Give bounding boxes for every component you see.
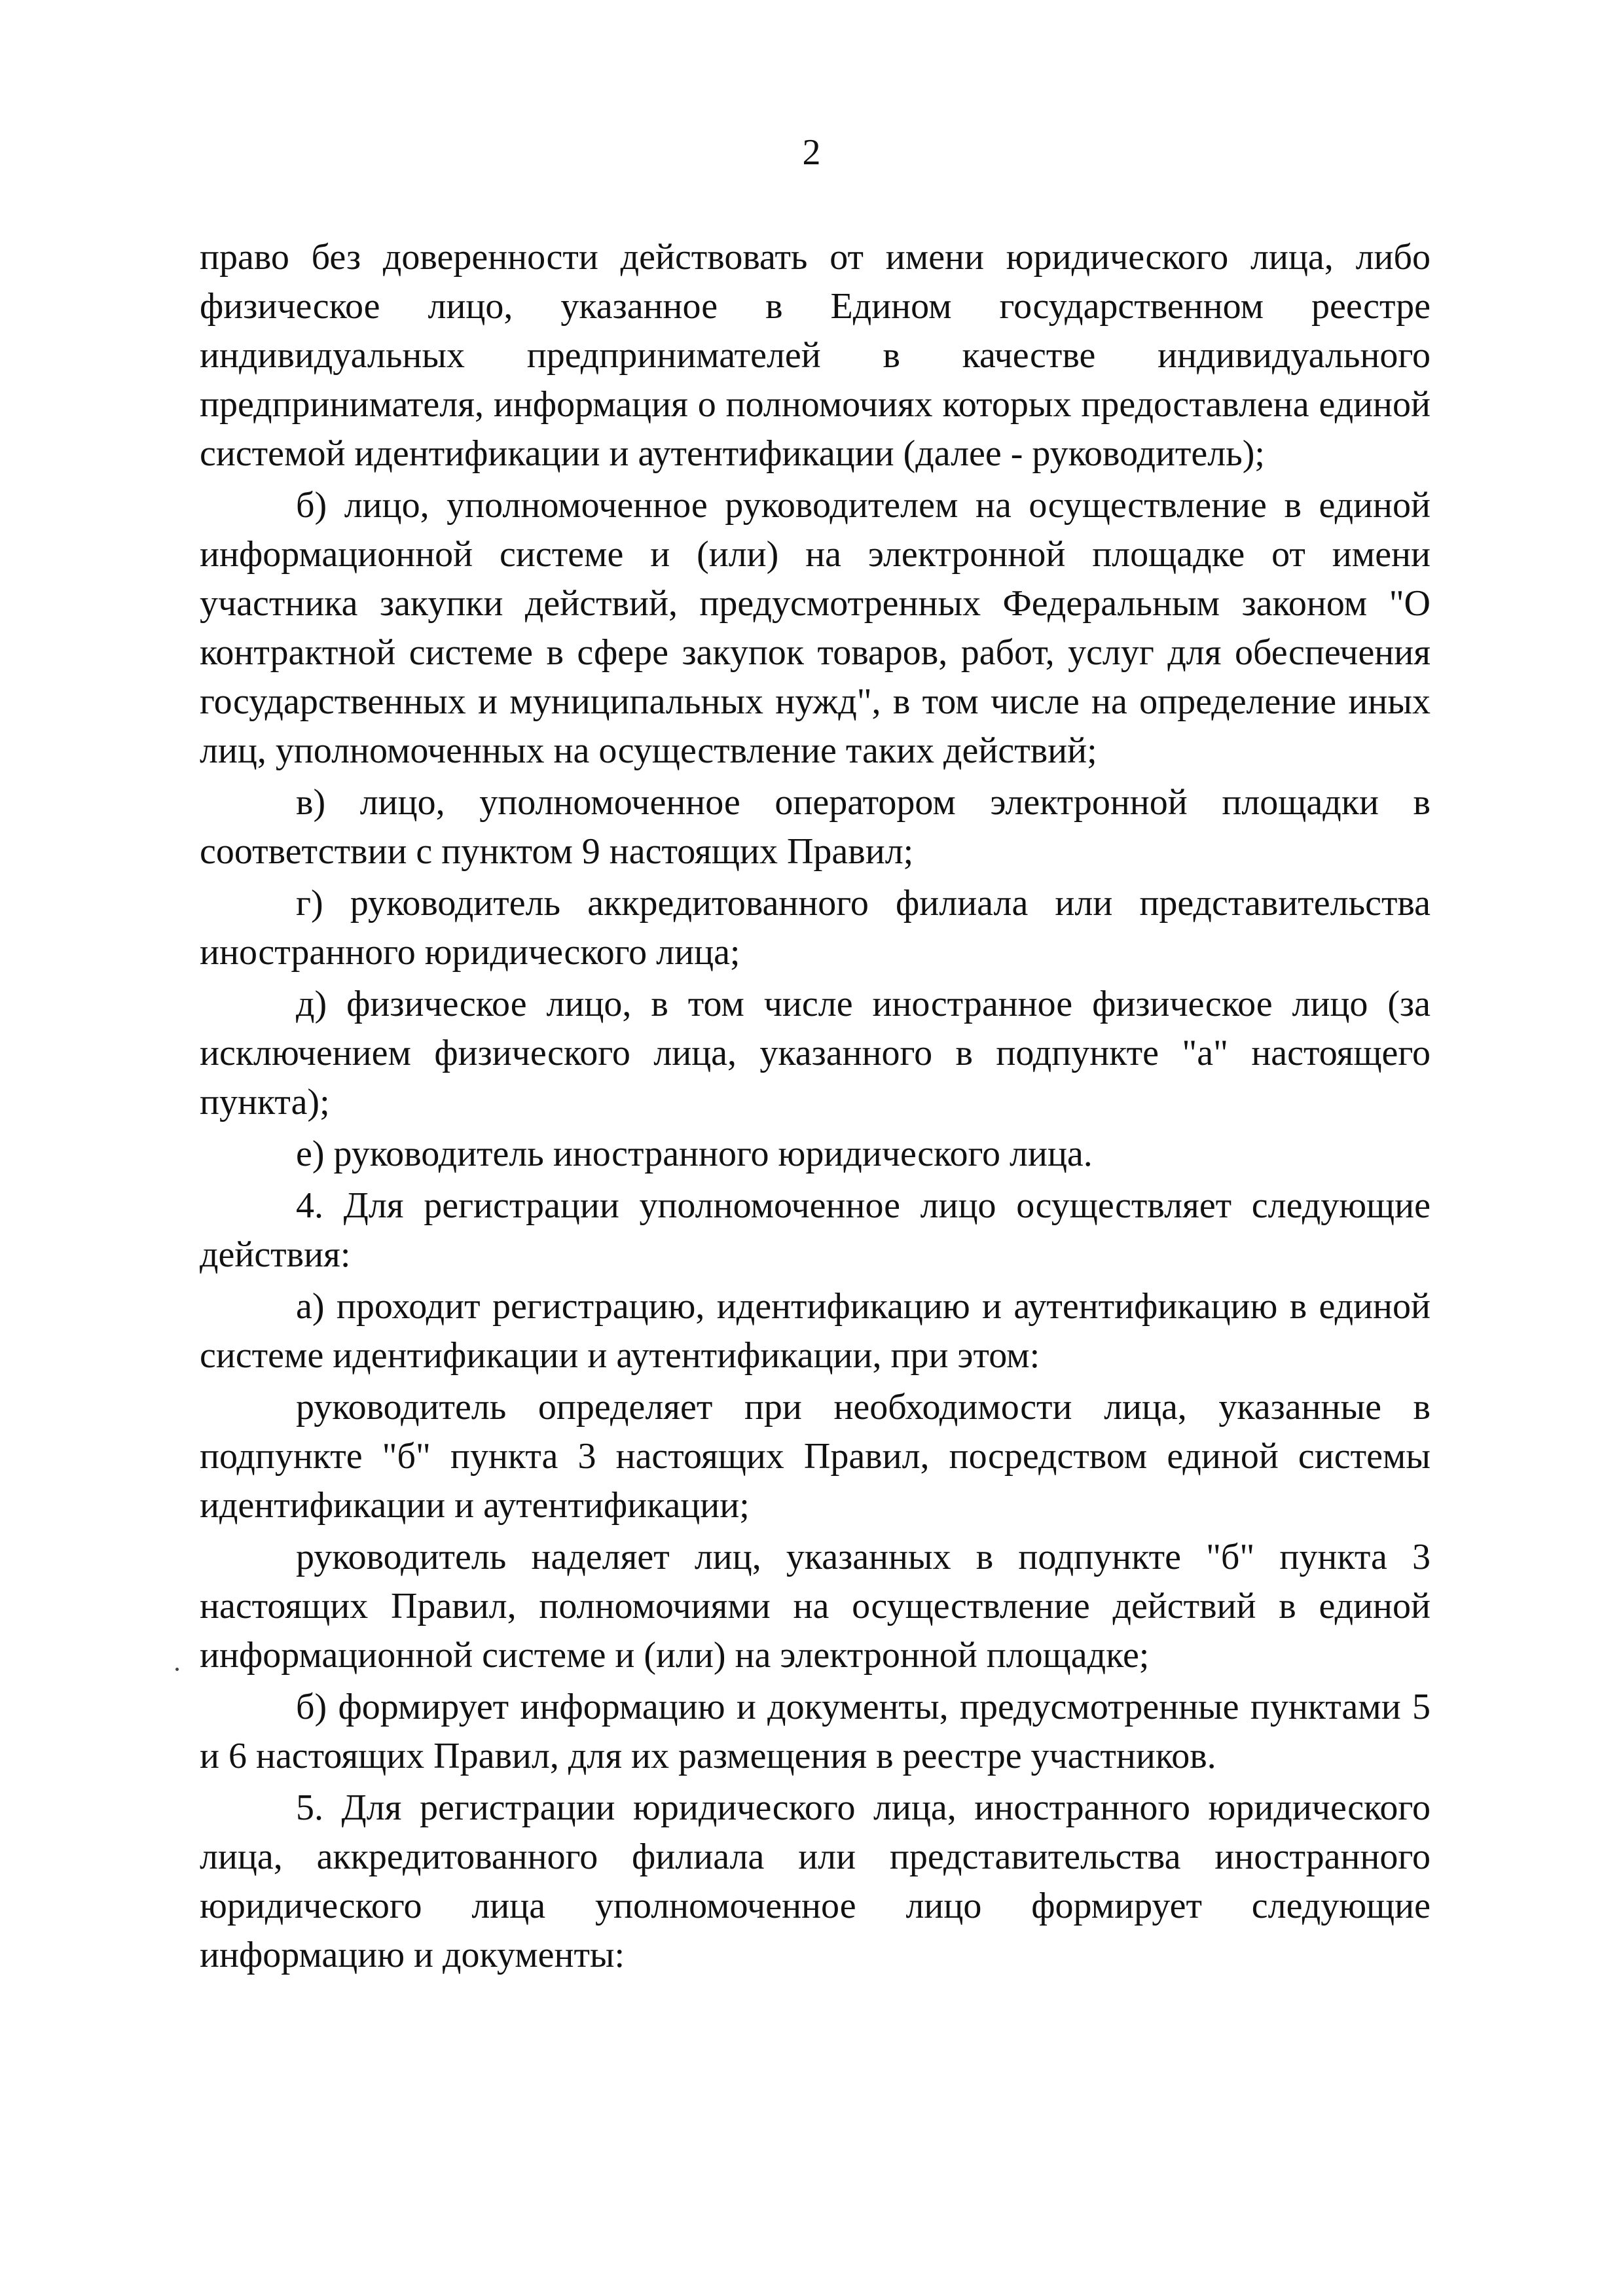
page-number: 2 [802,132,821,173]
paragraph-item-d: д) физическое лицо, в том числе иностранное физическое лицо (за исключением физического лица, указанного в подпункте "а" настоящего пункта); [200,984,1431,1122]
paragraph-item-v: в) лицо, уполномоченное оператором электронной площадки в соответствии с пунктом 9 настоящих Правил; [200,782,1431,872]
scan-speck [175,1668,179,1671]
paragraph-item-e: е) руководитель иностранного юридического лица. [296,1134,1093,1174]
paragraph-item-g: г) руководитель аккредитованного филиала или представительства иностранного юридического лица; [200,883,1431,973]
document-body [200,230,1431,1980]
paragraph-item-b: б) лицо, уполномоченное руководителем на осуществление в единой информационной системе и (или) на электронной площадке от имени участника закупки действий, предусмотренных Федеральным законом "О контрактной системе в сфере закупок товаров, работ, услуг для обеспечения государственных и муниципальных нужд", в том числе на определение иных лиц, уполномоченных на осуществление таких действий; [200,485,1431,771]
paragraph-clause-5: 5. Для регистрации юридического лица, иностранного юридического лица, аккредитованного филиала или представительства иностранного юридического лица уполномоченное лицо формирует следующие информацию и документы: [200,1787,1431,1975]
paragraph-clause-4-item-a: а) проходит регистрацию, идентификацию и аутентификацию в единой системе идентификации и аутентификации, при этом: [200,1286,1431,1376]
paragraph-clause-4-item-b: б) формирует информацию и документы, предусмотренные пунктами 5 и 6 настоящих Правил, для их размещения в реестре участников. [200,1687,1431,1776]
paragraph-clause-4-sub-2: руководитель наделяет лиц, указанных в подпункте "б" пункта 3 настоящих Правил, полномочиями на осуществление действий в единой информационной системе и (или) на электронной площадке; [200,1537,1431,1676]
paragraph-continuation: право без доверенности действовать от имени юридического лица, либо физическое лицо, указанное в Едином государственном реестре индивидуальных предпринимателей в качестве индивидуального предпринимателя, информация о полномочиях которых предоставлена единой системой идентификации и аутентификации (далее - руководитель); [200,237,1431,474]
paragraph-clause-4: 4. Для регистрации уполномоченное лицо осуществляет следующие действия: [200,1185,1431,1275]
paragraph-clause-4-sub-1: руководитель определяет при необходимости лица, указанные в подпункте "б" пункта 3 настоящих Правил, посредством единой системы идентификации и аутентификации; [200,1387,1431,1526]
